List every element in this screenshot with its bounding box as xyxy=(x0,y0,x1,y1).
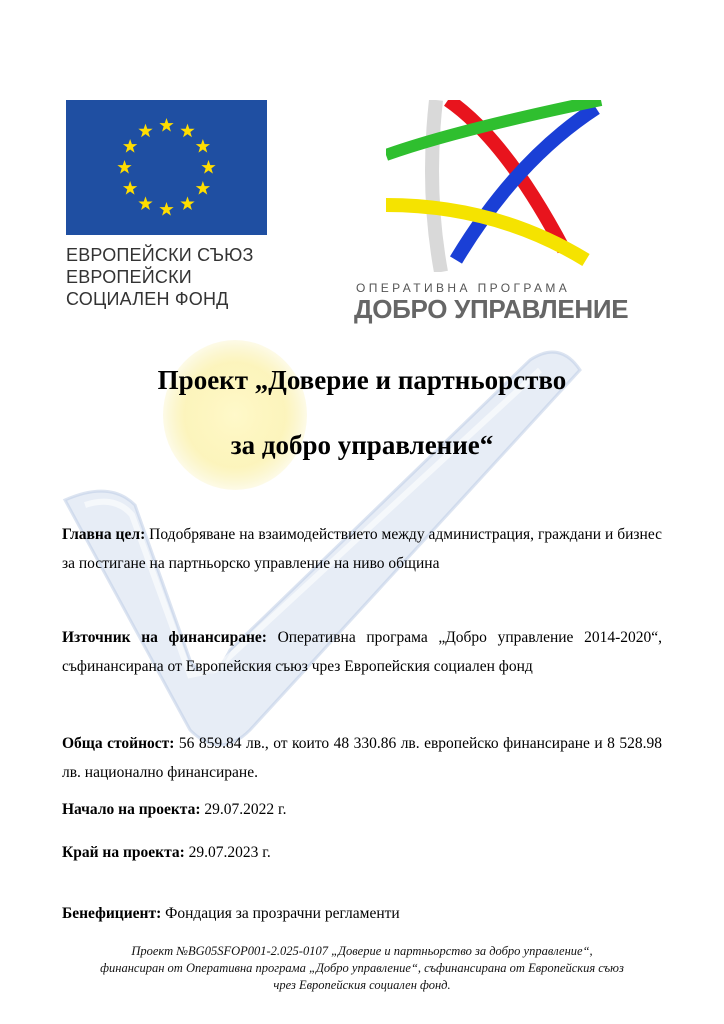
end-text: 29.07.2023 г. xyxy=(184,844,271,861)
good-governance-ribbons-icon xyxy=(386,100,606,272)
footer-disclaimer xyxy=(40,943,684,994)
beneficiary-text: Фондация за прозрачни регламенти xyxy=(161,905,400,922)
beneficiary-label: Бенефициент: xyxy=(62,905,162,922)
value-label: Обща стойност: xyxy=(62,735,175,752)
footer-line-1: Проект №BG05SFOP001-2.025-0107 „Доверие и партньорство за добро управление“, xyxy=(131,944,593,958)
source-label: Източник на финансиране: xyxy=(62,629,267,646)
start-paragraph xyxy=(62,795,662,824)
project-title-line-2: за добро управление“ xyxy=(230,430,494,460)
source-text: Оперативна програма „Добро управление 2014-2020“, съфинансирана от Европейския съюз чрез Европейския социален фонд xyxy=(62,629,662,675)
start-text: 29.07.2022 г. xyxy=(200,801,287,818)
source-paragraph xyxy=(62,623,662,681)
og-program-label: ОПЕРАТИВНА ПРОГРАМА xyxy=(356,281,571,295)
value-text: 56 859.84 лв., от които 48 330.86 лв. европейско финансиране и 8 528.98 лв. национално финансиране. xyxy=(62,735,662,781)
eu-flag-icon xyxy=(66,100,267,235)
eu-caption-line-1: ЕВРОПЕЙСКИ СЪЮЗ xyxy=(66,245,254,265)
beneficiary-paragraph xyxy=(62,899,662,928)
end-label: Край на проекта: xyxy=(62,844,185,861)
footer-line-3: чрез Европейския социален фонд. xyxy=(273,978,451,992)
eu-caption-line-2: ЕВРОПЕЙСКИ xyxy=(66,267,192,287)
start-label: Начало на проекта: xyxy=(62,801,201,818)
project-title-line-1: Проект „Доверие и партньорство xyxy=(157,365,567,395)
goal-label: Главна цел: xyxy=(62,526,146,543)
eu-caption xyxy=(66,244,326,310)
footer-line-2: финансиран от Оперативна програма „Добро управление“, съфинансирана от Европейския съюз xyxy=(100,961,624,975)
og-program-name: ДОБРО УПРАВЛЕНИЕ xyxy=(354,294,629,324)
eu-caption-line-3: СОЦИАЛЕН ФОНД xyxy=(66,289,229,309)
goal-paragraph xyxy=(62,520,662,578)
value-paragraph xyxy=(62,729,662,787)
end-paragraph xyxy=(62,838,662,867)
goal-text: Подобряване на взаимодействието между администрация, граждани и бизнес за постигане на партньорско управление на ниво община xyxy=(62,526,662,572)
